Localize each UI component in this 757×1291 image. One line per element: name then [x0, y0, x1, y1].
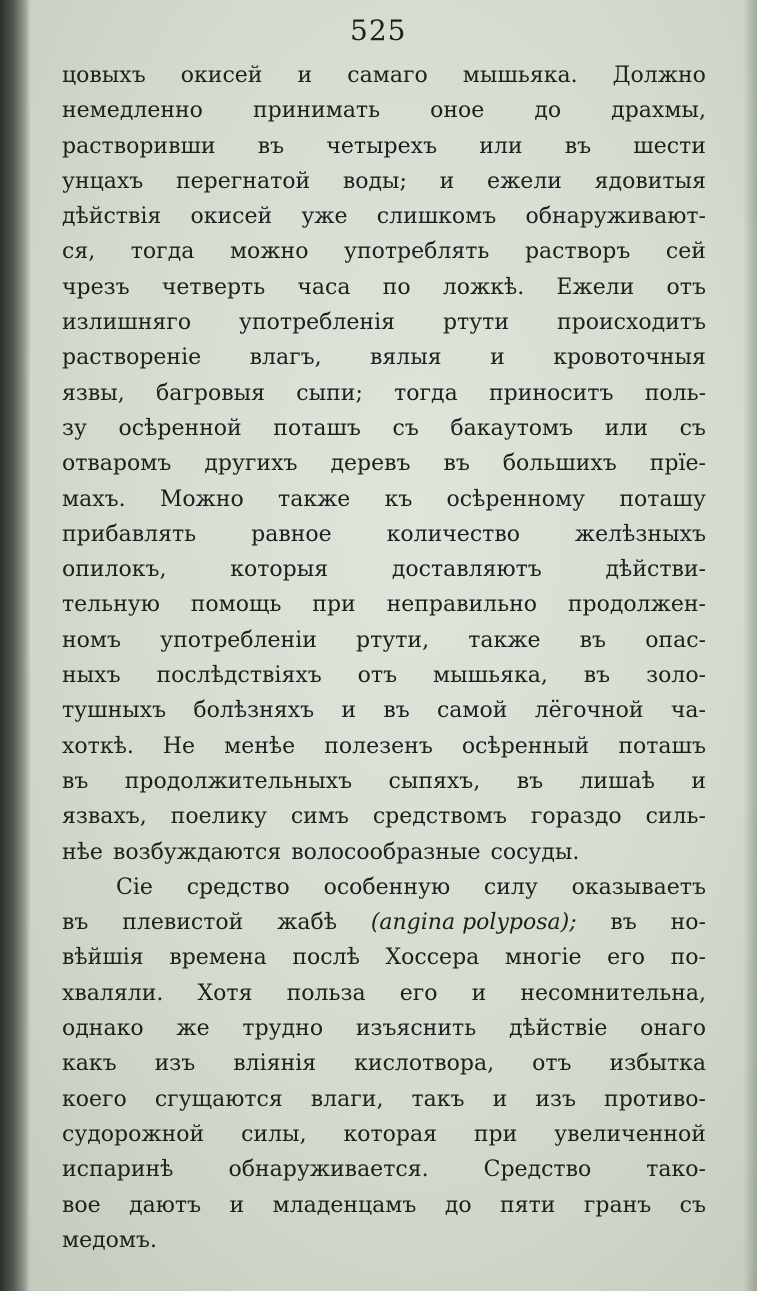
text-line — [62, 870, 706, 905]
word: жабѣ — [277, 910, 337, 936]
word: въ — [610, 910, 637, 936]
word: мышьяка. — [462, 63, 578, 88]
word: дѣйстви- — [605, 557, 706, 583]
word: и — [492, 1086, 508, 1112]
text-line — [62, 1082, 706, 1117]
word: другихъ — [204, 451, 298, 477]
text-line — [62, 552, 706, 587]
word: обнаруживается. — [228, 1157, 429, 1183]
word: опилокъ, — [62, 557, 167, 583]
text-line — [62, 270, 706, 305]
word: язвахъ, — [62, 804, 147, 830]
word: или — [604, 415, 649, 441]
word: прїе- — [649, 451, 706, 477]
word: гранъ — [583, 1192, 652, 1218]
text-line — [62, 1011, 706, 1046]
word: вліянія — [233, 1051, 317, 1077]
word: бакаутомъ — [450, 415, 574, 441]
word: употребленія — [239, 310, 395, 336]
word: до — [534, 98, 562, 124]
word: отъ — [532, 1051, 572, 1077]
word: гораздо — [530, 804, 622, 830]
word: вѣйшія — [62, 945, 144, 971]
word: часа — [297, 274, 351, 300]
word: кровоточныя — [553, 345, 706, 371]
paragraph — [62, 58, 706, 870]
text-line — [62, 1188, 706, 1223]
word: хоткѣ. — [62, 733, 134, 759]
word: изъ — [154, 1051, 196, 1077]
word: какъ — [62, 1051, 117, 1077]
word: лишаѣ — [579, 768, 655, 794]
word: въ — [383, 698, 410, 724]
word: поташъ — [273, 415, 361, 441]
word: (angina polyposa); — [370, 910, 577, 936]
word: номъ — [62, 627, 122, 653]
word: коего — [62, 1086, 127, 1112]
word: окисей — [190, 204, 273, 230]
text-line — [62, 1223, 706, 1258]
word: полезенъ — [324, 733, 433, 759]
word: золо- — [646, 663, 706, 689]
word: пяти — [500, 1192, 556, 1218]
word: или — [479, 133, 523, 159]
word: въ — [579, 627, 607, 653]
page-number: 525 — [350, 14, 407, 47]
word: волосообразные — [291, 839, 481, 865]
word: поелику — [170, 804, 267, 830]
text-line — [62, 693, 706, 728]
text-line — [62, 340, 706, 375]
text-line — [62, 93, 706, 128]
word: также — [468, 627, 541, 653]
word: по- — [670, 945, 706, 971]
text-line — [62, 164, 706, 199]
word: принимать — [252, 98, 381, 124]
text-line — [62, 658, 706, 693]
word: которыя — [230, 557, 329, 583]
word: уже — [301, 204, 348, 230]
word: Хотя — [197, 980, 253, 1006]
word: младенцамъ — [272, 1192, 417, 1218]
text-line — [62, 623, 706, 658]
word: растворивши — [62, 133, 216, 159]
word: Сіе — [116, 874, 153, 900]
word: къ — [384, 486, 413, 512]
text-line — [62, 905, 706, 940]
text-line — [62, 411, 706, 446]
word: изъ — [535, 1086, 576, 1112]
page-edge — [743, 0, 757, 1291]
word: и — [297, 63, 313, 88]
word: опас- — [645, 627, 706, 653]
word: однако — [62, 1016, 144, 1042]
word: тушныхъ — [62, 698, 167, 724]
word: самой — [436, 698, 508, 724]
word: сыпяхъ, — [388, 768, 481, 794]
word: употреблять — [344, 239, 490, 265]
text-line — [62, 199, 706, 234]
text-line — [62, 517, 706, 552]
word: сей — [665, 239, 706, 265]
word: силу — [483, 874, 538, 900]
word: избытка — [609, 1051, 706, 1077]
word: болѣзняхъ — [193, 698, 315, 724]
word: поль- — [644, 380, 706, 406]
word: обнаруживают- — [525, 204, 706, 230]
word: и — [229, 1192, 245, 1218]
word: отъ — [357, 663, 398, 689]
word: до — [444, 1192, 472, 1218]
word: тельную — [62, 592, 160, 618]
word: раствореніе — [62, 345, 202, 371]
text-line — [62, 446, 706, 481]
word: ныхъ — [62, 663, 121, 689]
word: въ — [564, 133, 592, 159]
word: и — [691, 768, 706, 794]
word: его — [399, 980, 438, 1006]
word: доставляютъ — [391, 557, 542, 583]
word: зу — [62, 415, 87, 441]
text-line — [62, 482, 706, 517]
word: приноситъ — [488, 380, 614, 406]
text-line — [62, 799, 706, 834]
word: сыпи; — [296, 380, 363, 406]
word: цовыхъ — [62, 63, 146, 88]
word: ча- — [670, 698, 706, 724]
word: испаринѣ — [62, 1157, 174, 1183]
word: но- — [670, 910, 706, 936]
word: съ — [392, 415, 419, 441]
word: оказываетъ — [571, 874, 706, 900]
word: нѣе — [62, 839, 103, 865]
word: польза — [286, 980, 366, 1006]
word: влаги, — [310, 1086, 384, 1112]
word: употребленіи — [160, 627, 317, 653]
word: большихъ — [502, 451, 617, 477]
word: Хоссера — [385, 945, 480, 971]
word: ядовитыя — [594, 168, 706, 194]
word: въ — [257, 133, 285, 159]
word: менѣе — [224, 733, 296, 759]
word: излишняго — [62, 310, 192, 336]
word: четырехъ — [326, 133, 438, 159]
word: осѣренной — [118, 415, 242, 441]
word: Должно — [612, 63, 706, 88]
word: Ежели — [556, 274, 635, 300]
word: деревъ — [330, 451, 411, 477]
word: влагъ, — [249, 345, 322, 371]
word: отъ — [666, 274, 706, 300]
word: лёгочной — [534, 698, 644, 724]
text-line — [62, 587, 706, 622]
paragraph — [62, 870, 706, 1258]
word: сгущаются — [154, 1086, 283, 1112]
word: плевистой — [122, 910, 244, 936]
word: ртути — [442, 310, 510, 336]
word: такъ — [411, 1086, 465, 1112]
word: растворъ — [524, 239, 631, 265]
word: въ — [443, 451, 470, 477]
word: увеличенной — [554, 1121, 706, 1147]
text-line — [62, 1046, 706, 1081]
word: же — [176, 1016, 210, 1042]
word: слишкомъ — [376, 204, 497, 230]
word: желѣзныхъ — [574, 521, 706, 547]
word: ртути, — [356, 627, 430, 653]
word: по — [382, 274, 411, 300]
text-line — [62, 58, 706, 93]
word: унцахъ — [62, 168, 144, 194]
word: шести — [633, 133, 706, 159]
word: особенную — [323, 874, 451, 900]
word: прибавлять — [62, 521, 197, 547]
text-line — [62, 234, 706, 269]
word: кислотвора, — [354, 1051, 495, 1077]
word: также — [278, 486, 351, 512]
word: вое — [62, 1192, 101, 1218]
word: чрезъ — [62, 274, 130, 300]
word: противо- — [604, 1086, 706, 1112]
word: ложкѣ. — [442, 274, 525, 300]
word: онаго — [640, 1016, 706, 1042]
word: ежели — [487, 168, 562, 194]
word: средствомъ — [372, 804, 508, 830]
word: времена — [169, 945, 267, 971]
word: ся, — [62, 239, 96, 265]
word: изъяснить — [355, 1016, 477, 1042]
word: хваляли. — [62, 980, 164, 1006]
word: которая — [343, 1121, 437, 1147]
word: осѣренному — [446, 486, 586, 512]
word: продолжительныхъ — [124, 768, 353, 794]
word: многіе — [504, 945, 582, 971]
word: симъ — [290, 804, 349, 830]
text-line — [62, 729, 706, 764]
word: даютъ — [129, 1192, 202, 1218]
word: тако- — [646, 1157, 706, 1183]
text-line — [62, 835, 706, 870]
text-line — [62, 305, 706, 340]
word: съ — [679, 415, 706, 441]
word: осѣренный — [461, 733, 590, 759]
word: вялыя — [370, 345, 442, 371]
text-line — [62, 376, 706, 411]
word: несомнительна, — [520, 980, 706, 1006]
word: драхмы, — [611, 98, 706, 124]
word: Средство — [483, 1157, 592, 1183]
word: багровыя — [156, 380, 266, 406]
word: дѣйствія — [62, 204, 162, 230]
word: помощь — [190, 592, 282, 618]
word: оное — [430, 98, 485, 124]
word: трудно — [242, 1016, 324, 1042]
word: окисей — [180, 63, 263, 88]
word: его — [607, 945, 645, 971]
word: силы, — [241, 1121, 307, 1147]
word: самаго — [347, 63, 428, 88]
word: Не — [162, 733, 196, 759]
word: при — [473, 1121, 518, 1147]
word: перегнатой — [175, 168, 311, 194]
word: количество — [386, 521, 520, 547]
word: въ — [516, 768, 544, 794]
word: дѣйствіе — [508, 1016, 608, 1042]
word: поташу — [619, 486, 706, 512]
word: средство — [186, 874, 290, 900]
word: въ — [62, 910, 89, 936]
word: равное — [251, 521, 332, 547]
word: при — [312, 592, 356, 618]
word: послѣ — [292, 945, 360, 971]
word: отваромъ — [62, 451, 172, 477]
word: и — [490, 345, 505, 371]
word: въ — [583, 663, 611, 689]
word: возбуждаются — [112, 839, 282, 865]
text-line — [62, 1117, 706, 1152]
body-text — [62, 58, 706, 1258]
word: можно — [229, 239, 309, 265]
word: и — [439, 168, 455, 194]
word: продолжен- — [567, 592, 706, 618]
word: язвы, — [62, 380, 125, 406]
word: тогда — [394, 380, 458, 406]
word: и — [341, 698, 357, 724]
word: въ — [62, 768, 89, 794]
word: съ — [679, 1192, 706, 1218]
word: и — [471, 980, 487, 1006]
word: махъ. — [62, 486, 126, 512]
word: силь- — [645, 804, 706, 830]
word: происходитъ — [556, 310, 706, 336]
page-gutter-shadow — [0, 0, 30, 1291]
word: тогда — [130, 239, 195, 265]
word: сосуды. — [490, 839, 580, 865]
word: судорожной — [62, 1121, 205, 1147]
word: поташъ — [618, 733, 706, 759]
word: четверть — [161, 274, 266, 300]
word: мышьяка, — [433, 663, 548, 689]
word: неправильно — [386, 592, 538, 618]
word: медомъ. — [62, 1227, 158, 1253]
text-line — [62, 764, 706, 799]
text-line — [62, 1152, 706, 1187]
text-line — [62, 976, 706, 1011]
word: немедленно — [62, 98, 203, 124]
word: Можно — [159, 486, 244, 512]
text-line — [62, 129, 706, 164]
word: воды; — [342, 168, 407, 194]
text-line — [62, 940, 706, 975]
word: послѣдствіяхъ — [156, 663, 322, 689]
